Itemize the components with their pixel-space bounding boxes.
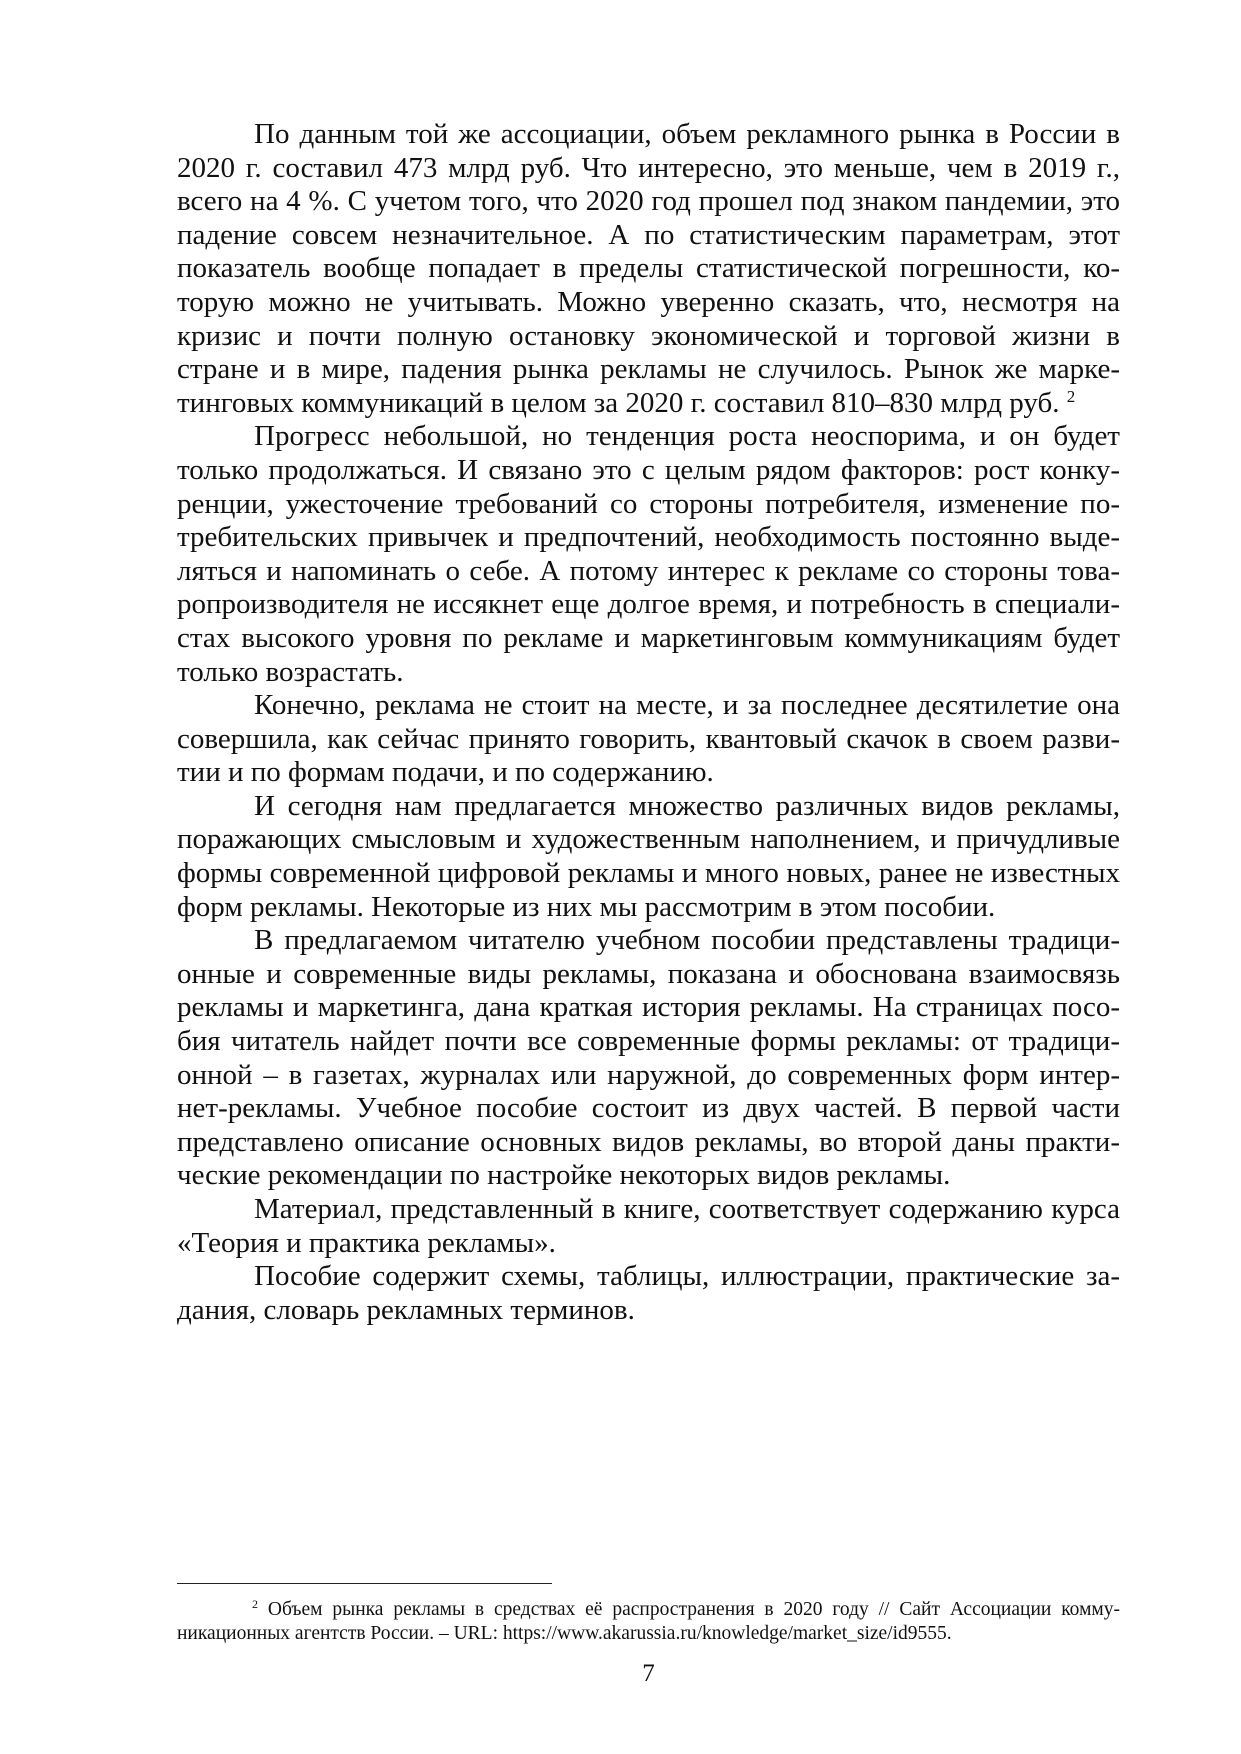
paragraph-2-text: Прогресс небольшой, но тенденция роста неоспорима, и он будет только продолжаться. И связано это с целым рядом факторов: рост конкуренции, ужесточение требований со стороны потребителя, изменение потребительских привычек и предпочтений, необходимость постоянно выделяться и напоминать о себе. А потому интерес к рекламе со стороны товаропроизводителя не иссякнет еще долгое время, и потребность в специалистах высокого уровня по рекламе и маркетинговым коммуникациям будет только возрастать. — [177, 420, 1120, 688]
paragraph-5 — [177, 924, 1120, 1193]
paragraph-4-text: И сегодня нам предлагается множество различных видов рекламы, поражающих смысловым и художественным наполнением, и причудливые формы современной цифровой рекламы и много новых, ранее не известных форм рекламы. Некоторые из них мы рассмотрим в этом пособии. — [177, 789, 1120, 923]
paragraph-1-text: По данным той же ассоциации, объем рекламного рынка в России в 2020 г. составил 473 млрд руб. Что интересно, это меньше, чем в 2019 г., всего на 4 %. С учетом того, что 2020 год прошел под знаком пандемии, это падение совсем незначительное. А по статистическим параметрам, этот показатель вообще попадает в пределы статистической погрешности, которую можно не учитывать. Можно уверенно сказать, что, несмотря на кризис и почти полную остановку экономической и торговой жизни в стране и в мире, падения рынка рекламы не случилось. Рынок же маркетинговых коммуникаций в целом за 2020 г. составил 810–830 млрд руб. — [177, 118, 1120, 419]
paragraph-3 — [177, 689, 1120, 790]
paragraph-6-text: Материал, представленный в книге, соответствует содержанию курса «Теория и практика рекламы». — [177, 1193, 1120, 1259]
main-text — [177, 118, 1120, 1327]
page-number: 7 — [642, 1660, 655, 1687]
paragraph-7 — [177, 1260, 1120, 1327]
footnote-mark: 2 — [252, 1597, 258, 1611]
paragraph-1 — [177, 118, 1120, 420]
footnote-reference: 2 — [1066, 386, 1076, 406]
paragraph-7-text: Пособие содержит схемы, таблицы, иллюстрации, практические задания, словарь рекламных терминов. — [177, 1260, 1120, 1326]
paragraph-4 — [177, 790, 1120, 924]
paragraph-6 — [177, 1193, 1120, 1260]
footnote — [177, 1598, 1120, 1646]
footnote-separator — [177, 1583, 552, 1584]
paragraph-2 — [177, 420, 1120, 689]
paragraph-5-text: В предлагаемом читателю учебном пособии представлены традиционные и современные виды рекламы, показана и обоснована взаимосвязь рекламы и маркетинга, дана краткая история рекламы. На страницах пособия читатель найдет почти все современные формы рекламы: от традиционной – в газетах, журналах или наружной, до современных форм интернет-рекламы. Учебное пособие состоит из двух частей. В первой части представлено описание основных видов рекламы, во второй даны практические рекомендации по настройке некоторых видов рекламы. — [177, 924, 1120, 1192]
footnote-text: Объем рынка рекламы в средствах её распространения в 2020 году // Сайт Ассоциации коммуникационных агентств России. – URL: https://www.akarussia.ru/knowledge/market_size/id9555. — [177, 1599, 1120, 1644]
footnote-paragraph — [177, 1598, 1120, 1646]
paragraph-3-text: Конечно, реклама не стоит на месте, и за последнее десятилетие она совершила, как сейчас принято говорить, квантовый скачок в своем развитии и по формам подачи, и по содержанию. — [177, 689, 1120, 789]
